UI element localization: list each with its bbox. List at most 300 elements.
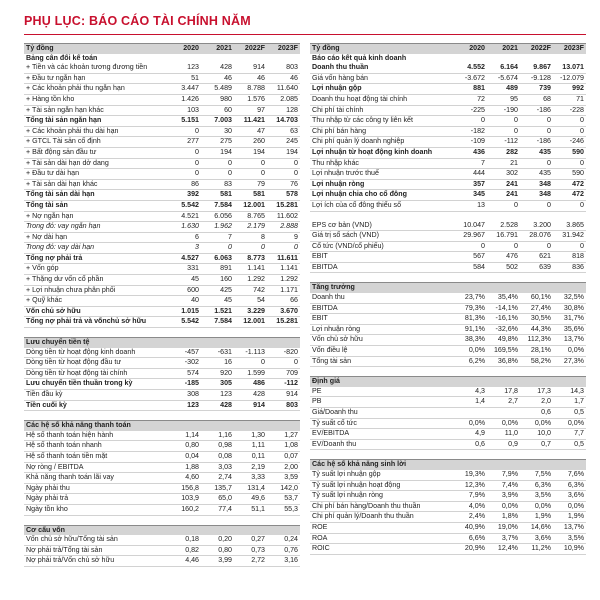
value-2023f: -246 [553,137,586,148]
value-2021: 16 [201,358,234,369]
table-row [24,317,300,328]
value-2021: -112 [487,137,520,148]
value-2023f: 472 [553,179,586,190]
value-2022f: 11.421 [234,116,267,127]
table-row [310,533,586,544]
value-2022f: -186 [520,105,553,116]
table-row [310,501,586,512]
value-2022f: 97 [234,105,267,116]
row-label: ROIC [310,544,454,555]
value-2023f: 3,6% [553,491,586,502]
value-2023f: 3,59 [267,473,300,484]
value-2020: 72 [454,94,487,105]
table-row [24,126,300,137]
value-2022f: 79 [234,179,267,190]
row-label: + GTCL Tài sản cố định [24,137,168,148]
value-2022f: 581 [234,190,267,201]
value-2023f: 15.281 [267,200,300,211]
value-2023f: 7,7 [553,429,586,440]
value-2023f: 2.085 [267,94,300,105]
table-row [24,358,300,369]
value-2020: 123 [168,400,201,411]
row-label: Khả năng thanh toán lãi vay [24,473,168,484]
header-2022f: 2022F [234,44,267,54]
value-2021 [201,411,234,421]
value-2021: 36,8% [487,356,520,367]
row-label: + Tiền và các khoản tương đương tiền [24,63,168,73]
value-2020 [168,328,201,338]
row-label: Vốn điều lệ [310,346,454,357]
row-label: Tổng tài sản dài hạn [24,190,168,201]
table-row [310,544,586,555]
value-2020: 331 [168,264,201,275]
value-2021: 581 [201,190,234,201]
value-2021: 489 [487,84,520,95]
value-2022f: 51,1 [234,504,267,515]
value-2022f [520,450,553,460]
value-2021: 428 [201,400,234,411]
row-label: Vốn chủ sở hữu/Tổng tài sản [24,535,168,545]
table-row [24,253,300,264]
table-row [310,439,586,450]
row-label: Tỷ suất lợi nhuận ròng [310,491,454,502]
table-row [310,418,586,429]
row-label: + Nợ ngắn hạn [24,211,168,222]
value-2020: 0 [168,169,201,180]
row-label: Giá vốn hàng bán [310,73,454,84]
value-2023f: -228 [553,105,586,116]
value-2021: 160 [201,275,234,286]
value-2022f: 7,5% [520,470,553,480]
header-2023f: 2023F [553,44,586,54]
value-2020: 600 [168,285,201,296]
value-2023f: 13,7% [553,335,586,346]
value-2021: 2.528 [487,221,520,231]
value-2020: -3.672 [454,73,487,84]
value-2021: 0,08 [201,451,234,462]
row-label: Tổng tài sản [24,200,168,211]
value-2021: 6.056 [201,211,234,222]
value-2022f: 0 [234,358,267,369]
value-2020: 29.967 [454,231,487,242]
value-2020: 4,0% [454,501,487,512]
table-row [24,348,300,358]
table-row [24,169,300,180]
table-row [24,504,300,515]
value-2023f: -820 [267,348,300,358]
value-2021 [201,54,234,64]
value-2022f: 10,0 [520,429,553,440]
value-2021 [487,367,520,377]
value-2022f: 8.765 [234,211,267,222]
value-2021: 11,0 [487,429,520,440]
value-2022f: -186 [520,137,553,148]
row-label: Cơ cấu vốn [24,525,168,535]
row-label: PB [310,397,454,408]
spacer-row [24,515,300,525]
value-2023f: 472 [553,190,586,201]
value-2022f: 194 [234,147,267,158]
table-row [24,63,300,73]
row-label: EBITDA [310,262,454,273]
value-2022f: 435 [520,169,553,180]
value-2020: 10.047 [454,221,487,231]
table-row [24,211,300,222]
table-row [24,232,300,243]
row-label: Thu nhập khác [310,158,454,169]
table-row [24,390,300,401]
value-2023f: 31,7% [553,314,586,325]
table-row [310,190,586,201]
value-2020 [168,421,201,431]
value-2020: 345 [454,190,487,201]
value-2021: 0,98 [201,441,234,452]
row-label: Tổng nợ phải trả và vốnchủ sở hữu [24,317,168,328]
value-2022f: 30,5% [520,314,553,325]
table-row [24,379,300,390]
value-2021: 5.489 [201,84,234,95]
row-label: + Nợ dài hạn [24,232,168,243]
value-2023f: 245 [267,137,300,148]
value-2020 [168,525,201,535]
value-2021: 135,7 [201,483,234,494]
value-2022f: 348 [520,179,553,190]
table-row [310,397,586,408]
value-2022f: 260 [234,137,267,148]
value-2021: -5.674 [487,73,520,84]
row-label: Vốn chủ sở hữu [310,335,454,346]
value-2021: 305 [201,379,234,390]
value-2021: 920 [201,368,234,379]
row-label: Lợi nhuận ròng [310,179,454,190]
value-2020: 0,0% [454,418,487,429]
value-2020: 1,88 [168,462,201,473]
spacer-row [310,367,586,377]
table-row [24,285,300,296]
table-row [24,368,300,379]
table-row [310,387,586,397]
spacer-row [24,411,300,421]
value-2023f: 3,5% [553,533,586,544]
row-label: Lưu chuyển tiền thuần trong kỳ [24,379,168,390]
value-2022f: -1.113 [234,348,267,358]
value-2023f: 53,7 [267,494,300,505]
value-2021: 1,16 [201,431,234,441]
row-label: Tổng tài sản [310,356,454,367]
table-row [310,169,586,180]
value-2021: 7,9% [487,470,520,480]
value-2022f [234,515,267,525]
row-label: Lợi nhuận ròng [310,324,454,335]
value-2021: 1.962 [201,222,234,233]
value-2022f: 2,72 [234,556,267,567]
value-2020: 81,3% [454,314,487,325]
table-row [310,84,586,95]
value-2022f: 621 [520,252,553,263]
value-2020: -457 [168,348,201,358]
table-row [310,126,586,137]
row-label: Hệ số thanh toán tiền mặt [24,451,168,462]
value-2022f [234,525,267,535]
value-2023f: 0,5 [553,439,586,450]
spacer-row [310,273,586,283]
table-row [310,314,586,325]
left-column [24,43,300,567]
row-label: Định giá [310,377,454,387]
value-2022f: 0 [234,169,267,180]
value-2020: 4.552 [454,63,487,73]
table-row [310,63,586,73]
value-2023f [267,421,300,431]
value-2020: 0,04 [168,451,201,462]
spacer-row [24,328,300,338]
left-table-header [24,44,300,54]
value-2020: 0 [168,147,201,158]
value-2020 [454,54,487,64]
value-2020: 7,9% [454,491,487,502]
row-label: EBIT [310,314,454,325]
row-label [24,411,168,421]
value-2022f: 112,3% [520,335,553,346]
table-row [24,545,300,556]
row-label: Tăng trưởng [310,283,454,293]
value-2020: 156,8 [168,483,201,494]
row-label [310,273,454,283]
row-label [310,367,454,377]
table-row [24,451,300,462]
value-2020: 20,9% [454,544,487,555]
value-2023f: 2,00 [267,462,300,473]
value-2023f: 1,27 [267,431,300,441]
value-2023f: 128 [267,105,300,116]
value-2022f [234,411,267,421]
table-row [24,431,300,441]
value-2020: 436 [454,147,487,158]
value-2021: 17,8 [487,387,520,397]
row-label: Ngày tồn kho [24,504,168,515]
value-2022f: 2,0 [520,397,553,408]
row-label: Lợi ích của cổ đông thiểu số [310,200,454,211]
value-2021 [201,515,234,525]
right-table-header [310,44,586,54]
value-2020: 0 [454,241,487,252]
value-2023f: 11.611 [267,253,300,264]
header-unit: Tỷ đồng [310,44,454,54]
page-title: PHỤ LỤC: BÁO CÁO TÀI CHÍNH NĂM [24,14,251,28]
value-2022f: 28,1% [520,346,553,357]
table-row [310,54,586,64]
table-row [24,147,300,158]
value-2022f: 486 [234,379,267,390]
value-2020 [168,54,201,64]
value-2023f: 803 [267,63,300,73]
value-2023f: 1,08 [267,441,300,452]
value-2021: 12,4% [487,544,520,555]
value-2022f: 435 [520,147,553,158]
row-label: ROE [310,522,454,533]
value-2022f [234,328,267,338]
value-2020: 0,0% [454,346,487,357]
value-2022f: 1.576 [234,94,267,105]
table-row [310,105,586,116]
row-label: Cổ tức (VND/cổ phiếu) [310,241,454,252]
row-label: + Quỹ khác [24,296,168,307]
value-2023f [267,328,300,338]
value-2020: 0 [454,116,487,127]
value-2020: 0,18 [168,535,201,545]
row-label: EBIT [310,252,454,263]
table-row [24,190,300,201]
value-2022f: 739 [520,84,553,95]
value-2021: 241 [487,190,520,201]
value-2022f: 3.229 [234,306,267,317]
spacer-row [310,211,586,221]
value-2023f [553,211,586,221]
value-2021: 7.584 [201,317,234,328]
value-2023f [553,54,586,64]
row-label: Dòng tiền từ hoạt động kinh doanh [24,348,168,358]
value-2020: 567 [454,252,487,263]
value-2020: 160,2 [168,504,201,515]
value-2021: -16,1% [487,314,520,325]
value-2020: 444 [454,169,487,180]
value-2023f: 836 [553,262,586,273]
value-2023f: 590 [553,169,586,180]
value-2021: 891 [201,264,234,275]
row-label: Chi phí bán hàng [310,126,454,137]
value-2021 [201,525,234,535]
value-2022f: 60,1% [520,293,553,303]
value-2021 [487,211,520,221]
value-2023f: 13,7% [553,522,586,533]
row-label: Hệ số thanh toán hiện hành [24,431,168,441]
value-2022f: 1,30 [234,431,267,441]
row-label: Chi phí tài chính [310,105,454,116]
table-row [24,483,300,494]
row-label: + Vốn góp [24,264,168,275]
table-row [310,94,586,105]
row-label: Bảng cân đối kế toán [26,53,98,62]
value-2022f: 8 [234,232,267,243]
value-2023f: 0,0% [553,501,586,512]
section-header [24,338,300,348]
value-2022f: 11,2% [520,544,553,555]
value-2022f: -9.128 [520,73,553,84]
header-2021: 2021 [487,44,520,54]
table-row [310,179,586,190]
value-2020: 584 [454,262,487,273]
value-2022f: 6,3% [520,480,553,491]
value-2023f: 1.171 [267,285,300,296]
value-2022f: 742 [234,285,267,296]
value-2023f: 13.071 [553,63,586,73]
table-row [24,105,300,116]
value-2022f: 8.773 [234,253,267,264]
value-2021 [487,450,520,460]
value-2021 [487,377,520,387]
value-2020 [454,211,487,221]
value-2022f: 1,9% [520,512,553,523]
value-2020: 881 [454,84,487,95]
table-row [310,346,586,357]
value-2021: 980 [201,94,234,105]
value-2021: 2,74 [201,473,234,484]
table-row [310,522,586,533]
value-2020 [168,411,201,421]
table-row [24,441,300,452]
value-2023f: 0 [267,169,300,180]
value-2020: 3 [168,243,201,254]
value-2022f: 1.141 [234,264,267,275]
table-row [310,200,586,211]
table-row [24,275,300,286]
table-row [310,480,586,491]
value-2023f: 3.865 [553,221,586,231]
value-2023f: 0 [553,116,586,127]
value-2022f: 0,6 [520,408,553,419]
value-2022f: 0 [520,158,553,169]
row-label: Trong đó: vay ngắn hạn [24,222,168,233]
value-2021: 19,0% [487,522,520,533]
value-2020: -182 [454,126,487,137]
value-2020: 12,3% [454,480,487,491]
value-2023f: 0,76 [267,545,300,556]
value-2021 [201,338,234,348]
row-label: Lưu chuyển tiền tệ [24,338,168,348]
value-2023f: 0,07 [267,451,300,462]
value-2023f: 578 [267,190,300,201]
value-2023f: 1.141 [267,264,300,275]
table-row [310,241,586,252]
value-2021: -32,6% [487,324,520,335]
row-label: EV/Doanh thu [310,439,454,450]
value-2021 [201,421,234,431]
value-2021: 1.521 [201,306,234,317]
table-row [310,221,586,231]
table-row [310,116,586,127]
table-row [24,158,300,169]
header-2023f: 2023F [267,44,300,54]
row-label: + Tài sản ngắn hạn khác [24,105,168,116]
value-2021 [487,460,520,470]
row-label: Các hệ số khả năng thanh toán [24,421,168,431]
value-2022f: 914 [234,400,267,411]
row-label: Tổng tài sản ngắn hạn [24,116,168,127]
value-2022f: 3,5% [520,491,553,502]
row-label: Tổng nợ phải trả [24,253,168,264]
value-2021: 21 [487,158,520,169]
table-row [24,494,300,505]
table-row [310,470,586,480]
value-2022f [520,460,553,470]
value-2022f: 1.292 [234,275,267,286]
right-column [310,43,586,567]
table-row [310,335,586,346]
value-2022f: 12.001 [234,200,267,211]
value-2020: 23,7% [454,293,487,303]
table-row [310,429,586,440]
value-2020: 1,4 [454,397,487,408]
value-2021: 16.791 [487,231,520,242]
value-2021 [201,328,234,338]
value-2022f [520,211,553,221]
value-2021 [487,54,520,64]
value-2023f: 709 [267,368,300,379]
value-2021: 7.003 [201,116,234,127]
value-2022f: 0,27 [234,535,267,545]
table-row [24,116,300,127]
value-2023f: 0,24 [267,535,300,545]
